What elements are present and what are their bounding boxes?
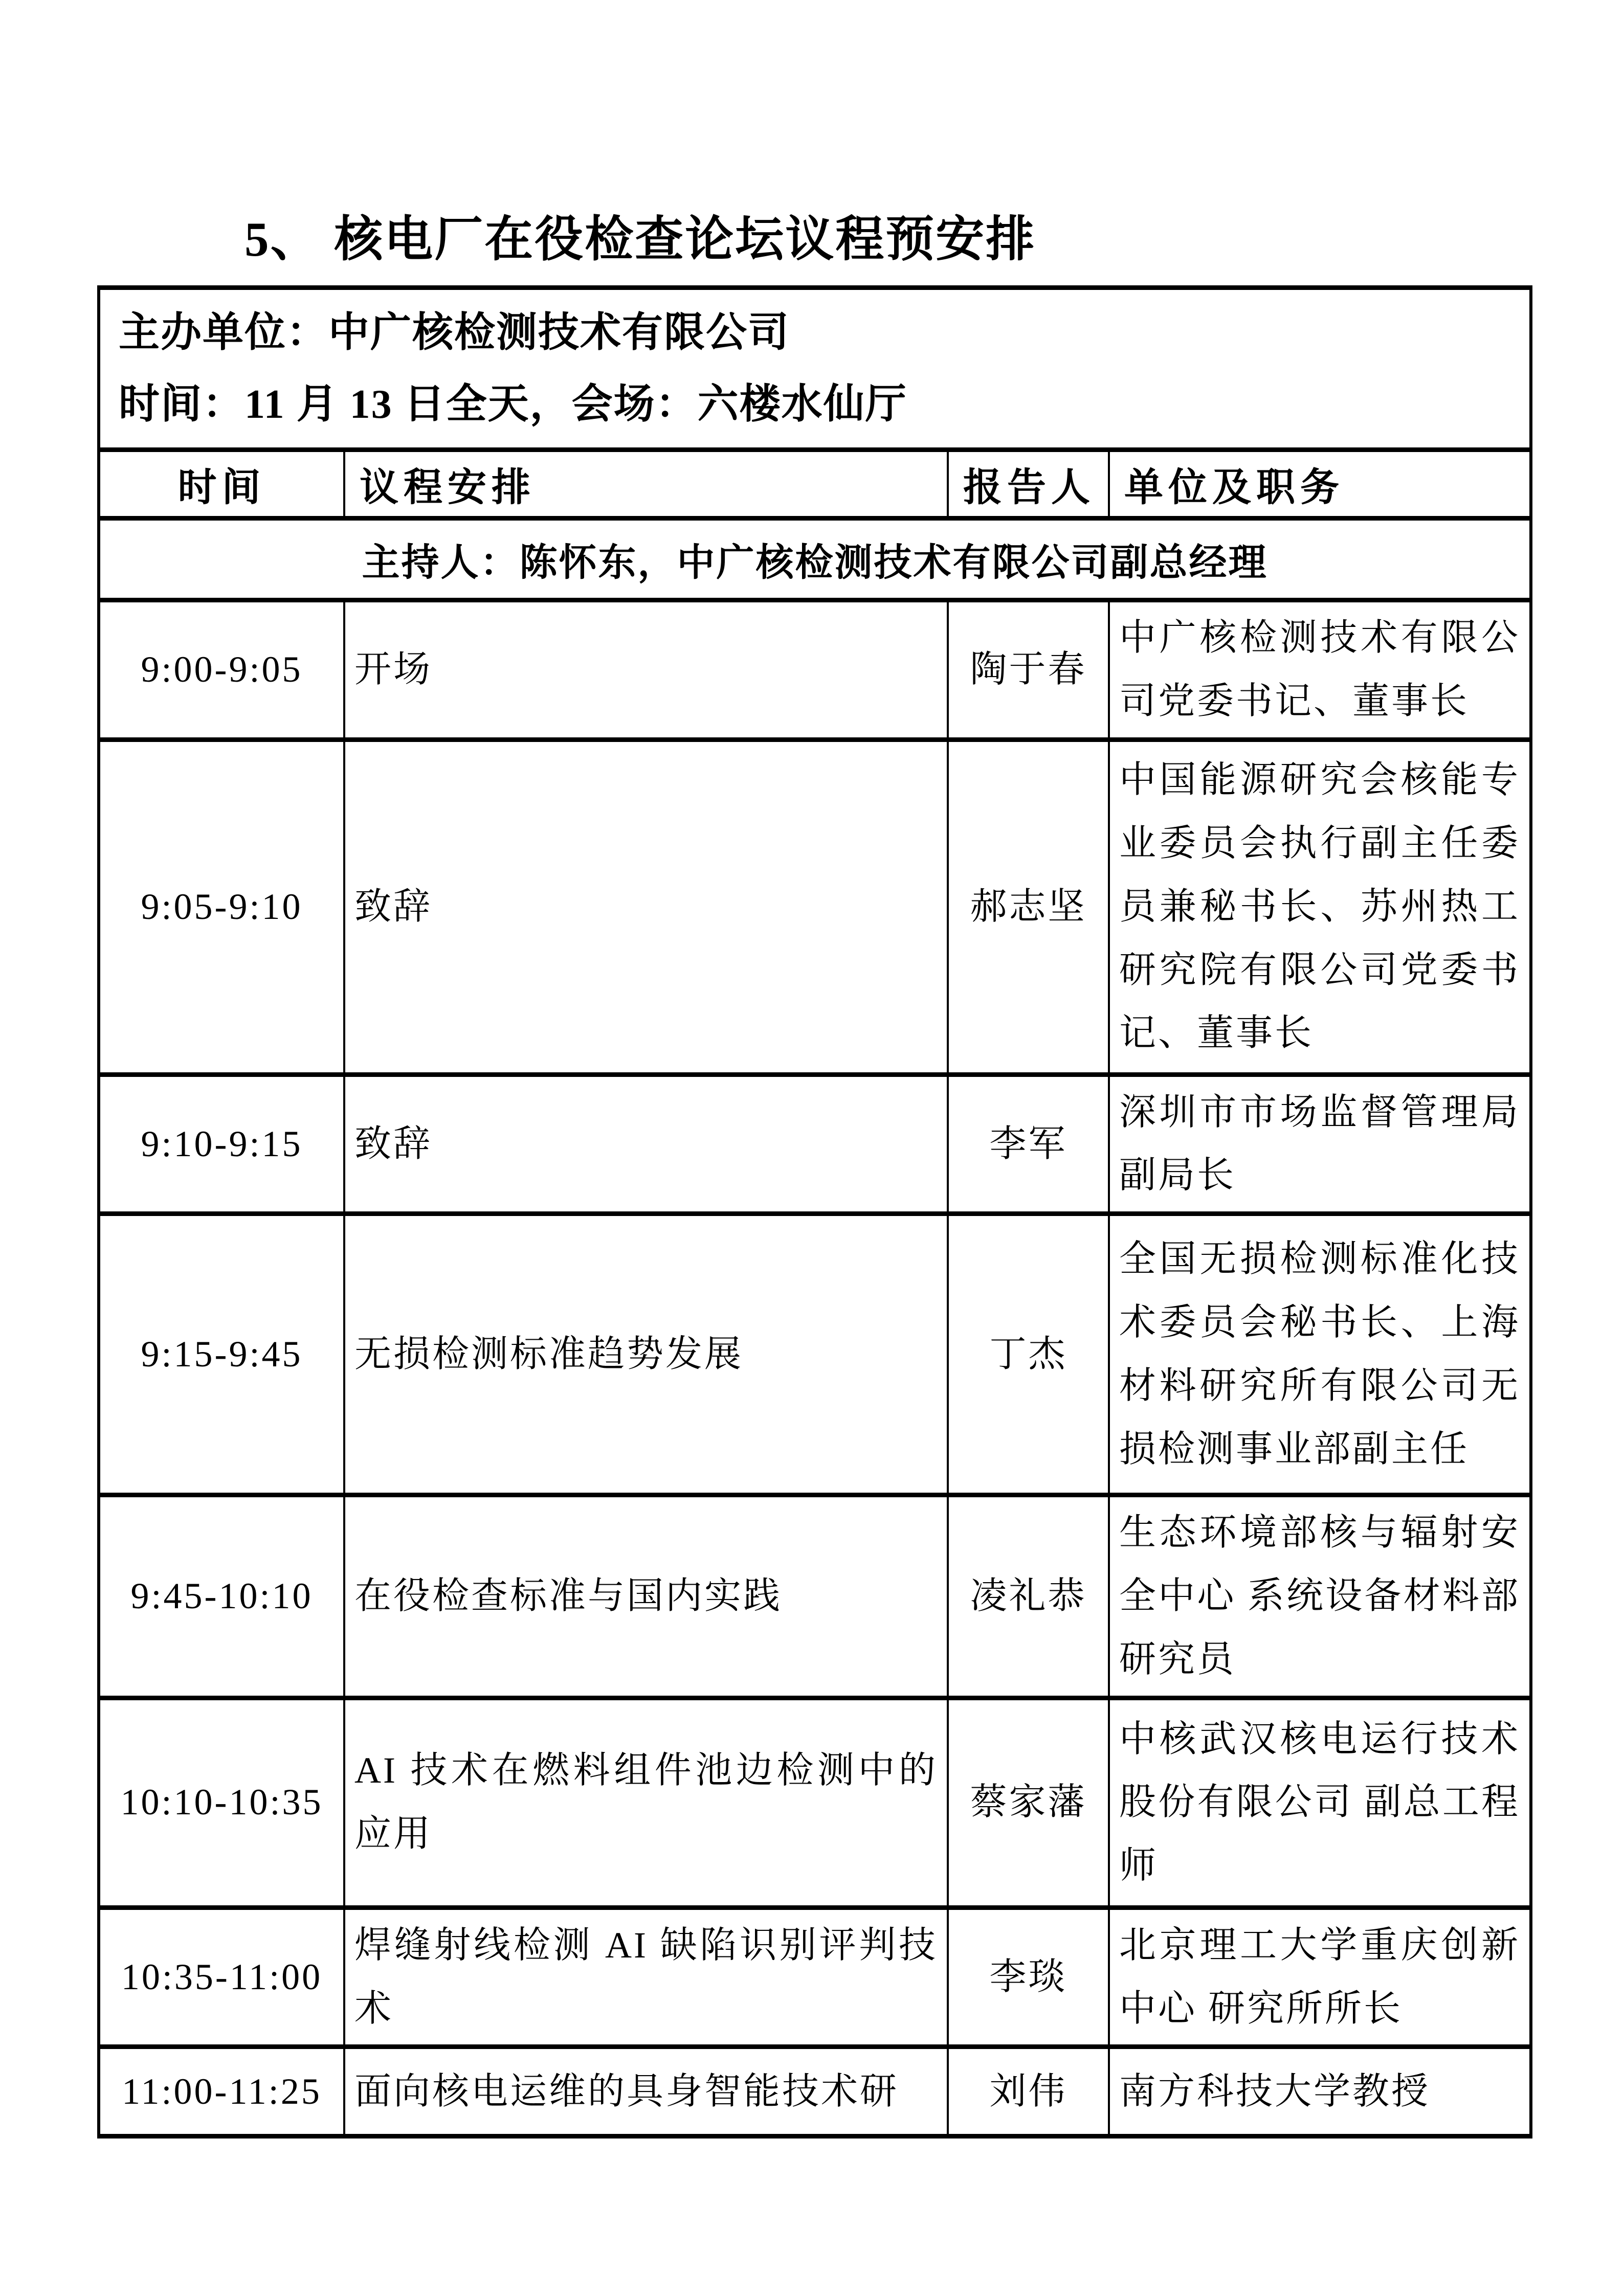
time-cell: 9:10-9:15 [99, 1074, 344, 1214]
agenda-cell: 在役检查标准与国内实践 [344, 1495, 948, 1698]
org-cell: 南方科技大学教授 [1109, 2047, 1531, 2136]
org-cell: 中国能源研究会核能专业委员会执行副主任委员兼秘书长、苏州热工研究院有限公司党委书记、董事长 [1109, 739, 1531, 1074]
time-cell: 9:05-9:10 [99, 739, 344, 1074]
column-header-agenda: 议程安排 [344, 450, 948, 519]
agenda-cell: 无损检测标准趋势发展 [344, 1214, 948, 1495]
table-meta-row [99, 288, 1531, 450]
agenda-cell: 面向核电运维的具身智能技术研 [344, 2047, 948, 2136]
speaker-cell: 郝志坚 [948, 739, 1109, 1074]
agenda-cell: 致辞 [344, 1074, 948, 1214]
agenda-cell: 开场 [344, 600, 948, 740]
time-cell: 10:10-10:35 [99, 1698, 344, 1907]
host-organizer-line: 主办单位：中广核检测技术有限公司 [119, 310, 790, 355]
agenda-row-3 [99, 1074, 1531, 1214]
org-cell: 深圳市市场监督管理局副局长 [1109, 1074, 1531, 1214]
org-cell: 全国无损检测标准化技术委员会秘书长、上海材料研究所有限公司无损检测事业部副主任 [1109, 1214, 1531, 1495]
speaker-cell: 蔡家藩 [948, 1698, 1109, 1907]
agenda-row-5 [99, 1495, 1531, 1698]
moderator-row [99, 519, 1531, 600]
agenda-row-4 [99, 1214, 1531, 1495]
agenda-row-8 [99, 2047, 1531, 2136]
agenda-table [97, 285, 1532, 2139]
agenda-cell: AI 技术在燃料组件池边检测中的应用 [344, 1698, 948, 1907]
moderator-line: 主持人：陈怀东，中广核检测技术有限公司副总经理 [99, 519, 1531, 600]
org-cell: 生态环境部核与辐射安全中心 系统设备材料部研究员 [1109, 1495, 1531, 1698]
agenda-row-6 [99, 1698, 1531, 1907]
column-header-org: 单位及职务 [1109, 450, 1531, 519]
column-header-row [99, 450, 1531, 519]
speaker-cell: 刘伟 [948, 2047, 1109, 2136]
agenda-row-1 [99, 600, 1531, 740]
org-cell: 中广核检测技术有限公司党委书记、董事长 [1109, 600, 1531, 740]
agenda-row-2 [99, 739, 1531, 1074]
speaker-cell: 凌礼恭 [948, 1495, 1109, 1698]
time-cell: 9:00-9:05 [99, 600, 344, 740]
speaker-cell: 李琰 [948, 1907, 1109, 2047]
agenda-cell: 焊缝射线检测 AI 缺陷识别评判技术 [344, 1907, 948, 2047]
org-cell: 中核武汉核电运行技术股份有限公司 副总工程师 [1109, 1698, 1531, 1907]
time-cell: 9:45-10:10 [99, 1495, 344, 1698]
time-cell: 9:15-9:45 [99, 1214, 344, 1495]
table-meta-cell [99, 288, 1531, 450]
time-cell: 10:35-11:00 [99, 1907, 344, 2047]
column-header-time: 时间 [99, 450, 344, 519]
speaker-cell: 陶于春 [948, 600, 1109, 740]
page-title: 5、 核电厂在役检查论坛议程预安排 [244, 212, 1036, 266]
speaker-cell: 李军 [948, 1074, 1109, 1214]
agenda-row-7 [99, 1907, 1531, 2047]
org-cell: 北京理工大学重庆创新中心 研究所所长 [1109, 1907, 1531, 2047]
time-cell: 11:00-11:25 [99, 2047, 344, 2136]
column-header-speaker: 报告人 [948, 450, 1109, 519]
agenda-cell: 致辞 [344, 739, 948, 1074]
date-venue-line: 时间：11 月 13 日全天，会场：六楼水仙厅 [119, 382, 907, 427]
speaker-cell: 丁杰 [948, 1214, 1109, 1495]
